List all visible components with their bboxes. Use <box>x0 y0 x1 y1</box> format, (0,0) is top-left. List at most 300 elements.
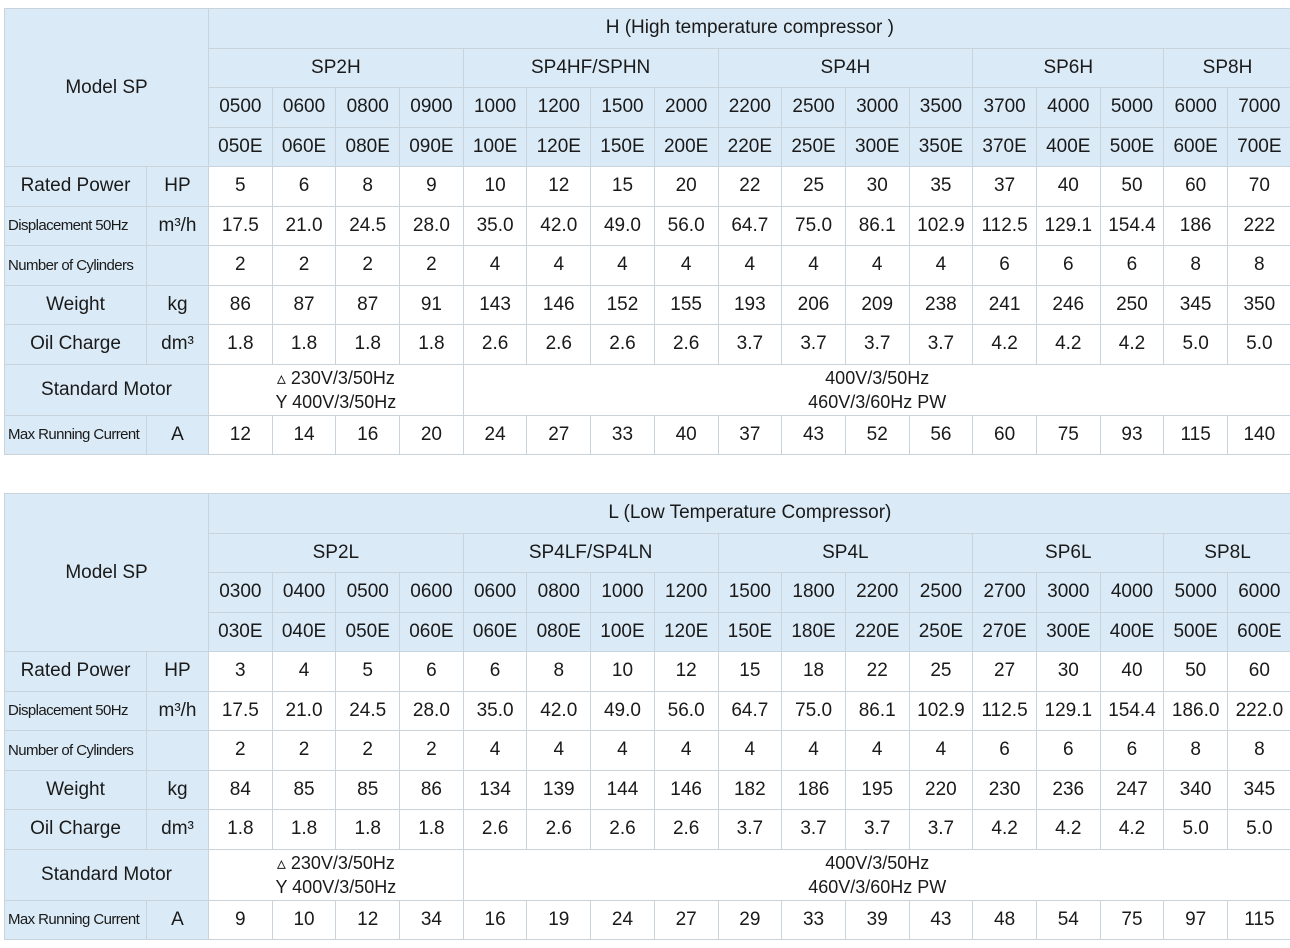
row-label: Oil Charge <box>5 325 147 365</box>
model-code: 0600 <box>400 573 464 613</box>
table-cell: 6 <box>1100 246 1164 286</box>
table-cell: 144 <box>591 770 655 810</box>
row-unit: m³/h <box>147 206 209 246</box>
table-cell: 2 <box>272 246 336 286</box>
table-cell: 43 <box>782 415 846 455</box>
table-cell: 22 <box>845 652 909 692</box>
table-cell: 21.0 <box>272 691 336 731</box>
table-cell: 75.0 <box>782 206 846 246</box>
table-cell: 10 <box>272 900 336 940</box>
table-cell: 5.0 <box>1164 810 1228 850</box>
table-cell: 146 <box>527 285 591 325</box>
model-code: 1200 <box>654 573 718 613</box>
row-unit <box>147 246 209 286</box>
table-cell: 206 <box>782 285 846 325</box>
table-cell: 97 <box>1164 900 1228 940</box>
model-group: SP2L <box>209 533 464 573</box>
table-cell: 70 <box>1228 167 1290 207</box>
row-label: Max Running Current <box>5 415 147 455</box>
row-unit: HP <box>147 167 209 207</box>
model-group: SP2H <box>209 48 464 88</box>
row-unit: HP <box>147 652 209 692</box>
table-cell: 8 <box>336 167 400 207</box>
table-cell: 24.5 <box>336 206 400 246</box>
table-cell: 155 <box>654 285 718 325</box>
model-code: 300E <box>845 127 909 167</box>
row-label: Number of Cylinders <box>5 731 147 771</box>
table-cell: 12 <box>527 167 591 207</box>
table-cell: 1.8 <box>400 325 464 365</box>
table-cell: 1.8 <box>336 325 400 365</box>
row-label: Standard Motor <box>5 849 209 900</box>
model-group: SP4LF/SP4LN <box>463 533 718 573</box>
table-cell: 112.5 <box>973 691 1037 731</box>
table-cell: 1.8 <box>336 810 400 850</box>
row-unit: A <box>147 415 209 455</box>
row-label: Displacement 50Hz <box>5 206 147 246</box>
model-code: 050E <box>209 127 273 167</box>
table-cell: 75 <box>1100 900 1164 940</box>
table-cell: 5 <box>209 167 273 207</box>
table-cell: 33 <box>782 900 846 940</box>
table-cell: 12 <box>336 900 400 940</box>
table-cell: 19 <box>527 900 591 940</box>
row-label: Weight <box>5 770 147 810</box>
table-cell: 1.8 <box>272 810 336 850</box>
table-cell: 4 <box>782 246 846 286</box>
table-cell: 1.8 <box>209 325 273 365</box>
model-code: 600E <box>1164 127 1228 167</box>
table-cell: 186 <box>1164 206 1228 246</box>
model-code: 0300 <box>209 573 273 613</box>
table-cell: 4 <box>527 246 591 286</box>
model-code: 1000 <box>463 88 527 128</box>
table-cell: 91 <box>400 285 464 325</box>
table-cell: 2.6 <box>463 325 527 365</box>
table-cell: 134 <box>463 770 527 810</box>
table-cell: 75 <box>1036 415 1100 455</box>
table-cell: 222 <box>1228 206 1290 246</box>
model-code: 0400 <box>272 573 336 613</box>
model-code: 150E <box>591 127 655 167</box>
model-code: 060E <box>272 127 336 167</box>
table-cell: 18 <box>782 652 846 692</box>
motor-voltage-large <box>463 849 1290 900</box>
table-cell: 238 <box>909 285 973 325</box>
table-cell: 4 <box>909 246 973 286</box>
model-code: 370E <box>973 127 1037 167</box>
row-label: Displacement 50Hz <box>5 691 147 731</box>
table-cell: 20 <box>654 167 718 207</box>
model-code: 0500 <box>336 573 400 613</box>
model-code: 2700 <box>973 573 1037 613</box>
model-code: 0600 <box>272 88 336 128</box>
low-temp-spec-table <box>4 493 1290 940</box>
motor-line: 460V/3/60Hz PW <box>808 391 947 412</box>
table-cell: 2 <box>336 246 400 286</box>
table-cell: 8 <box>1228 246 1290 286</box>
table-cell: 40 <box>1100 652 1164 692</box>
table-cell: 2 <box>400 246 464 286</box>
table-cell: 42.0 <box>527 206 591 246</box>
row-label: Oil Charge <box>5 810 147 850</box>
table-cell: 50 <box>1164 652 1228 692</box>
model-code: 180E <box>782 612 846 652</box>
table-cell: 85 <box>336 770 400 810</box>
table-cell: 154.4 <box>1100 206 1164 246</box>
table-cell: 209 <box>845 285 909 325</box>
table-cell: 28.0 <box>400 691 464 731</box>
model-code: 250E <box>782 127 846 167</box>
table-cell: 49.0 <box>591 206 655 246</box>
model-code: 100E <box>463 127 527 167</box>
table-cell: 345 <box>1228 770 1290 810</box>
table-cell: 37 <box>973 167 1037 207</box>
model-code: 300E <box>1036 612 1100 652</box>
table-cell: 54 <box>1036 900 1100 940</box>
table-cell: 3.7 <box>909 810 973 850</box>
table-cell: 3.7 <box>782 810 846 850</box>
model-code: 3000 <box>845 88 909 128</box>
table-cell: 9 <box>400 167 464 207</box>
table-cell: 60 <box>1164 167 1228 207</box>
table-cell: 49.0 <box>591 691 655 731</box>
table-cell: 28.0 <box>400 206 464 246</box>
model-code: 040E <box>272 612 336 652</box>
table-cell: 140 <box>1228 415 1290 455</box>
table-cell: 146 <box>654 770 718 810</box>
model-label: Model SP <box>5 494 209 652</box>
table-cell: 246 <box>1036 285 1100 325</box>
table-cell: 12 <box>654 652 718 692</box>
model-code: 250E <box>909 612 973 652</box>
model-code: 350E <box>909 127 973 167</box>
model-code: 0500 <box>209 88 273 128</box>
table-cell: 93 <box>1100 415 1164 455</box>
model-group: SP6L <box>973 533 1164 573</box>
table-cell: 186.0 <box>1164 691 1228 731</box>
table-cell: 60 <box>973 415 1037 455</box>
table-cell: 3.7 <box>782 325 846 365</box>
table-cell: 85 <box>272 770 336 810</box>
table-cell: 22 <box>718 167 782 207</box>
table-cell: 30 <box>845 167 909 207</box>
model-code: 080E <box>527 612 591 652</box>
table-cell: 3.7 <box>845 325 909 365</box>
table-cell: 16 <box>336 415 400 455</box>
table-cell: 15 <box>718 652 782 692</box>
table-cell: 25 <box>909 652 973 692</box>
table-cell: 12 <box>209 415 273 455</box>
table-cell: 8 <box>527 652 591 692</box>
table-cell: 29 <box>718 900 782 940</box>
model-group: SP8H <box>1164 48 1290 88</box>
table-cell: 2 <box>209 246 273 286</box>
table-cell: 4 <box>909 731 973 771</box>
table-cell: 112.5 <box>973 206 1037 246</box>
table-cell: 1.8 <box>272 325 336 365</box>
motor-line: 460V/3/60Hz PW <box>808 876 947 897</box>
table-cell: 48 <box>973 900 1037 940</box>
model-code: 500E <box>1100 127 1164 167</box>
table-cell: 4 <box>654 731 718 771</box>
table-cell: 2.6 <box>654 325 718 365</box>
table-cell: 40 <box>1036 167 1100 207</box>
table-cell: 27 <box>654 900 718 940</box>
table-cell: 139 <box>527 770 591 810</box>
table-cell: 5.0 <box>1228 325 1290 365</box>
table-cell: 6 <box>272 167 336 207</box>
model-group: SP6H <box>973 48 1164 88</box>
table-cell: 9 <box>209 900 273 940</box>
table-cell: 3.7 <box>718 325 782 365</box>
table-cell: 27 <box>527 415 591 455</box>
model-code: 5000 <box>1164 573 1228 613</box>
model-code: 090E <box>400 127 464 167</box>
table-cell: 24 <box>463 415 527 455</box>
table-cell: 2.6 <box>591 325 655 365</box>
table-cell: 154.4 <box>1100 691 1164 731</box>
motor-voltage-small <box>209 849 464 900</box>
row-unit: kg <box>147 770 209 810</box>
table-title: L (Low Temperature Compressor) <box>209 494 1290 534</box>
model-code: 060E <box>463 612 527 652</box>
model-code: 2200 <box>845 573 909 613</box>
table-cell: 86 <box>400 770 464 810</box>
table-cell: 152 <box>591 285 655 325</box>
table-cell: 33 <box>591 415 655 455</box>
model-code: 6000 <box>1228 573 1290 613</box>
model-code: 060E <box>400 612 464 652</box>
model-code: 6000 <box>1164 88 1228 128</box>
motor-voltage-large <box>463 364 1290 415</box>
table-cell: 2 <box>209 731 273 771</box>
table-cell: 15 <box>591 167 655 207</box>
table-cell: 4.2 <box>1100 325 1164 365</box>
table-cell: 6 <box>463 652 527 692</box>
table-cell: 5.0 <box>1228 810 1290 850</box>
table-cell: 236 <box>1036 770 1100 810</box>
table-cell: 340 <box>1164 770 1228 810</box>
table-cell: 10 <box>591 652 655 692</box>
model-group: SP4L <box>718 533 973 573</box>
table-cell: 6 <box>973 246 1037 286</box>
table-cell: 64.7 <box>718 691 782 731</box>
table-cell: 52 <box>845 415 909 455</box>
table-cell: 6 <box>1036 246 1100 286</box>
table-cell: 8 <box>1164 246 1228 286</box>
table-cell: 87 <box>272 285 336 325</box>
table-cell: 4 <box>782 731 846 771</box>
table-cell: 5 <box>336 652 400 692</box>
model-code: 080E <box>336 127 400 167</box>
table-cell: 2 <box>272 731 336 771</box>
table-cell: 6 <box>1100 731 1164 771</box>
table-cell: 40 <box>654 415 718 455</box>
motor-line: ▵ 230V/3/50Hz <box>276 367 395 388</box>
table-cell: 5.0 <box>1164 325 1228 365</box>
table-cell: 102.9 <box>909 691 973 731</box>
motor-line: Y 400V/3/50Hz <box>275 391 397 412</box>
table-cell: 24 <box>591 900 655 940</box>
motor-line: Y 400V/3/50Hz <box>275 876 397 897</box>
model-code: 3000 <box>1036 573 1100 613</box>
row-label: Rated Power <box>5 167 147 207</box>
table-cell: 4 <box>591 246 655 286</box>
motor-line: 400V/3/50Hz <box>825 367 930 388</box>
model-code: 100E <box>591 612 655 652</box>
model-code: 120E <box>654 612 718 652</box>
motor-line: 400V/3/50Hz <box>825 852 930 873</box>
table-cell: 115 <box>1164 415 1228 455</box>
table-cell: 14 <box>272 415 336 455</box>
model-code: 4000 <box>1036 88 1100 128</box>
model-code: 220E <box>718 127 782 167</box>
motor-line: ▵ 230V/3/50Hz <box>276 852 395 873</box>
table-cell: 3.7 <box>909 325 973 365</box>
table-cell: 56.0 <box>654 691 718 731</box>
model-code: 120E <box>527 127 591 167</box>
table-cell: 56 <box>909 415 973 455</box>
table-cell: 4.2 <box>1036 325 1100 365</box>
model-code: 1500 <box>591 88 655 128</box>
table-cell: 86 <box>209 285 273 325</box>
model-code: 0800 <box>527 573 591 613</box>
table-cell: 8 <box>1164 731 1228 771</box>
table-cell: 3.7 <box>845 810 909 850</box>
table-cell: 4 <box>845 246 909 286</box>
model-code: 3500 <box>909 88 973 128</box>
table-cell: 64.7 <box>718 206 782 246</box>
table-cell: 247 <box>1100 770 1164 810</box>
table-cell: 87 <box>336 285 400 325</box>
table-cell: 86.1 <box>845 206 909 246</box>
row-label: Standard Motor <box>5 364 209 415</box>
table-cell: 86.1 <box>845 691 909 731</box>
model-code: 3700 <box>973 88 1037 128</box>
model-code: 500E <box>1164 612 1228 652</box>
row-unit: A <box>147 900 209 940</box>
model-code: 5000 <box>1100 88 1164 128</box>
model-code: 2000 <box>654 88 718 128</box>
model-code: 1000 <box>591 573 655 613</box>
model-label: Model SP <box>5 9 209 167</box>
table-cell: 16 <box>463 900 527 940</box>
model-code: 2500 <box>909 573 973 613</box>
table-cell: 2 <box>400 731 464 771</box>
row-label: Max Running Current <box>5 900 147 940</box>
table-cell: 2.6 <box>463 810 527 850</box>
table-cell: 34 <box>400 900 464 940</box>
model-code: 0900 <box>400 88 464 128</box>
model-code: 220E <box>845 612 909 652</box>
table-cell: 6 <box>973 731 1037 771</box>
model-group: SP4H <box>718 48 973 88</box>
table-title: H (High temperature compressor ) <box>209 9 1290 49</box>
row-unit: dm³ <box>147 810 209 850</box>
table-cell: 75.0 <box>782 691 846 731</box>
table-cell: 2 <box>336 731 400 771</box>
model-code: 2200 <box>718 88 782 128</box>
table-cell: 143 <box>463 285 527 325</box>
table-cell: 230 <box>973 770 1037 810</box>
table-cell: 37 <box>718 415 782 455</box>
table-cell: 350 <box>1228 285 1290 325</box>
model-code: 400E <box>1036 127 1100 167</box>
model-code: 600E <box>1228 612 1290 652</box>
table-cell: 345 <box>1164 285 1228 325</box>
table-cell: 4 <box>463 246 527 286</box>
table-cell: 4 <box>591 731 655 771</box>
table-cell: 30 <box>1036 652 1100 692</box>
table-cell: 1.8 <box>209 810 273 850</box>
model-code: 0800 <box>336 88 400 128</box>
table-cell: 2.6 <box>591 810 655 850</box>
table-cell: 8 <box>1228 731 1290 771</box>
table-cell: 222.0 <box>1228 691 1290 731</box>
model-group: SP4HF/SPHN <box>463 48 718 88</box>
table-cell: 129.1 <box>1036 691 1100 731</box>
model-code: 7000 <box>1228 88 1290 128</box>
model-code: 150E <box>718 612 782 652</box>
model-code: 4000 <box>1100 573 1164 613</box>
model-code: 0600 <box>463 573 527 613</box>
table-cell: 24.5 <box>336 691 400 731</box>
table-cell: 4 <box>654 246 718 286</box>
table-cell: 25 <box>782 167 846 207</box>
table-cell: 21.0 <box>272 206 336 246</box>
table-cell: 195 <box>845 770 909 810</box>
table-cell: 50 <box>1100 167 1164 207</box>
table-cell: 4 <box>527 731 591 771</box>
table-cell: 4.2 <box>973 325 1037 365</box>
table-cell: 241 <box>973 285 1037 325</box>
model-code: 030E <box>209 612 273 652</box>
model-code: 700E <box>1228 127 1290 167</box>
model-code: 1200 <box>527 88 591 128</box>
table-cell: 102.9 <box>909 206 973 246</box>
table-cell: 182 <box>718 770 782 810</box>
table-cell: 4 <box>272 652 336 692</box>
row-label: Number of Cylinders <box>5 246 147 286</box>
table-cell: 115 <box>1228 900 1290 940</box>
model-code: 1500 <box>718 573 782 613</box>
table-cell: 2.6 <box>527 810 591 850</box>
table-cell: 35 <box>909 167 973 207</box>
table-cell: 6 <box>1036 731 1100 771</box>
row-label: Rated Power <box>5 652 147 692</box>
table-cell: 10 <box>463 167 527 207</box>
table-cell: 4.2 <box>1100 810 1164 850</box>
table-cell: 60 <box>1228 652 1290 692</box>
table-cell: 84 <box>209 770 273 810</box>
table-cell: 3 <box>209 652 273 692</box>
table-cell: 56.0 <box>654 206 718 246</box>
high-temp-spec-table <box>4 8 1290 455</box>
table-cell: 129.1 <box>1036 206 1100 246</box>
row-unit: m³/h <box>147 691 209 731</box>
model-code: 400E <box>1100 612 1164 652</box>
table-cell: 4.2 <box>1036 810 1100 850</box>
table-cell: 35.0 <box>463 206 527 246</box>
table-cell: 42.0 <box>527 691 591 731</box>
table-cell: 2.6 <box>527 325 591 365</box>
table-cell: 186 <box>782 770 846 810</box>
model-code: 1800 <box>782 573 846 613</box>
table-cell: 1.8 <box>400 810 464 850</box>
table-cell: 20 <box>400 415 464 455</box>
table-cell: 193 <box>718 285 782 325</box>
